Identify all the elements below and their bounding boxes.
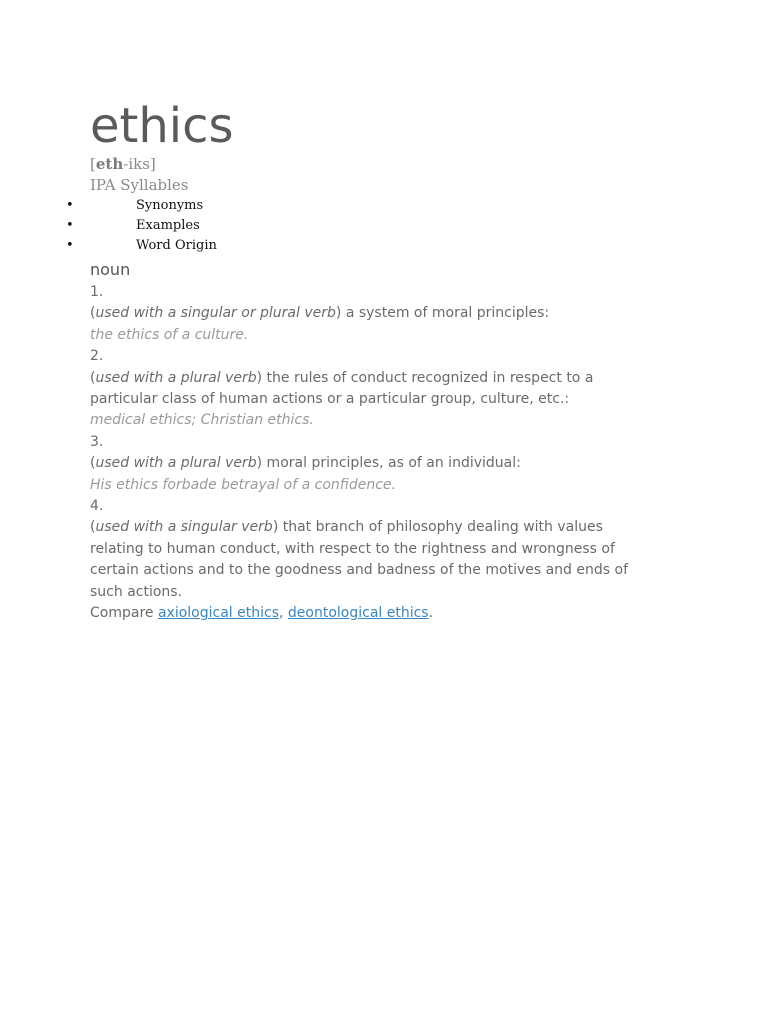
compare-separator: , <box>279 605 288 622</box>
entry-links <box>0 196 300 256</box>
link-synonyms[interactable] <box>0 196 300 216</box>
definition-example: medical ethics; Christian ethics. <box>90 412 314 429</box>
usage-note: used with a plural verb <box>95 369 257 386</box>
definition-4 <box>90 496 660 603</box>
definition-number: 2. <box>90 348 104 365</box>
usage-note: used with a singular or plural verb <box>95 305 336 322</box>
usage-note: used with a plural verb <box>95 455 257 472</box>
dictionary-entry <box>66 96 690 625</box>
link-label[interactable]: Synonyms <box>136 198 204 213</box>
link-axiological-ethics[interactable]: axiological ethics <box>157 605 279 622</box>
definition-text: (used with a plural verb) the rules of conduct recognized in respect to a particular class of human actions or a particular group, culture, etc.: <box>90 369 594 408</box>
definition-body: that branch of philosophy dealing with values relating to human conduct, with respect to the rightness and wrongness of certain actions and to the goodness and badness of the motives and ends of such actions. <box>90 519 628 600</box>
link-label[interactable]: Word Origin <box>136 238 217 253</box>
link-label[interactable]: Examples <box>136 218 200 233</box>
definition-example: His ethics forbade betrayal of a confidence. <box>90 476 396 493</box>
bullet-icon: • <box>66 218 74 233</box>
bullet-icon: • <box>66 198 74 213</box>
definition-example: the ethics of a culture. <box>90 326 249 343</box>
compare-prefix: Compare <box>90 605 158 622</box>
part-of-speech: noun <box>90 260 131 279</box>
definition-text: (used with a singular or plural verb) a system of moral principles: <box>90 305 550 322</box>
link-deontological-ethics[interactable]: deontological ethics <box>287 605 429 622</box>
definition-1 <box>90 282 660 346</box>
definition-body: a system of moral principles: <box>341 305 550 322</box>
usage-note: used with a singular verb <box>95 519 273 536</box>
ipa-syllables-label[interactable]: IPA Syllables <box>90 176 189 194</box>
pronunciation <box>90 154 690 174</box>
definition-text: (used with a singular verb) that branch of philosophy dealing with values relating to human conduct, with respect to the rightness and wrongness of certain actions and to the goodness and badness of the motives and ends of such actions. <box>90 519 628 600</box>
link-examples[interactable] <box>0 216 300 236</box>
pron-rest: -iks <box>123 155 150 173</box>
definition-number: 3. <box>90 433 104 450</box>
compare-end: . <box>428 605 434 622</box>
definition-body: the rules of conduct recognized in respect to a particular class of human actions or a particular group, culture, etc.: <box>90 369 594 408</box>
definition-number: 4. <box>90 498 104 515</box>
definition-text: (used with a plural verb) moral principles, as of an individual: <box>90 455 521 472</box>
definition-3 <box>90 432 660 496</box>
pron-open: [ <box>90 155 96 173</box>
pron-stressed: eth <box>95 155 124 173</box>
definition-number: 1. <box>90 284 104 300</box>
definitions <box>90 282 660 625</box>
bullet-icon: • <box>66 238 74 253</box>
headword: ethics <box>90 98 234 154</box>
pron-close: ] <box>149 155 156 173</box>
definition-body: moral principles, as of an individual: <box>262 455 521 472</box>
link-word-origin[interactable] <box>0 236 300 256</box>
compare-line <box>90 603 660 624</box>
definition-2 <box>90 346 660 432</box>
